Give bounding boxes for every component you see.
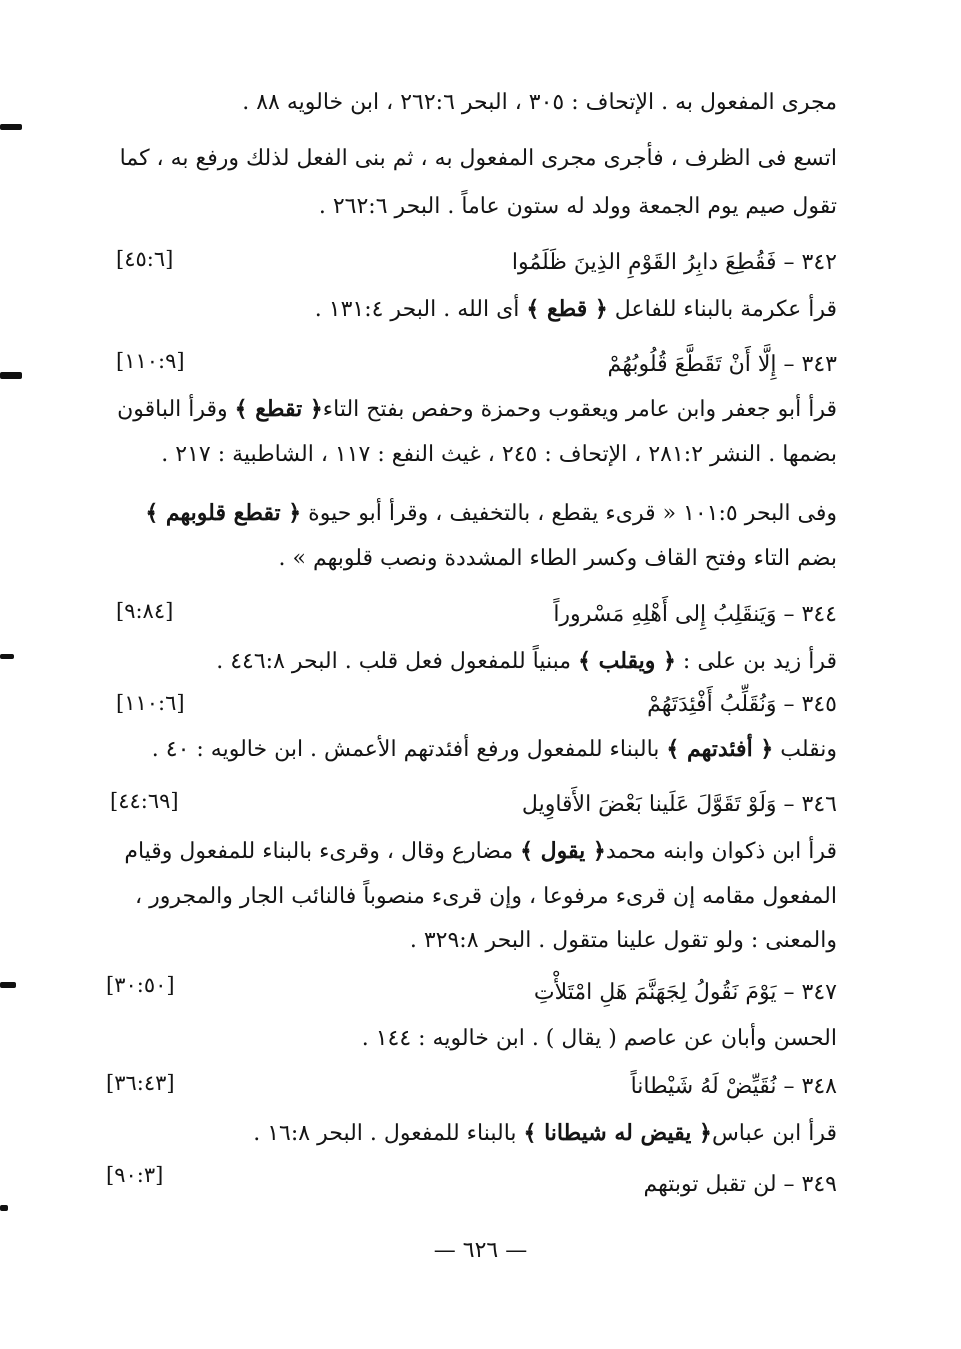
text-fragment: قرأ عكرمة بالبناء للفاعل: [607, 297, 837, 322]
entry-heading: [647, 690, 837, 720]
entry-dash: –: [783, 1074, 795, 1099]
text-fragment: قرأ ابن ذكوان وابنه محمد: [605, 839, 837, 864]
text-fragment: بالبناء للمفعول . البحر ١٦:٨ .: [253, 1121, 524, 1146]
text-fragment: تقول صيم يوم الجمعة وولد له ستون عاماً . البحر ٢٦٢:٦ .: [318, 194, 837, 219]
text-line: [161, 440, 837, 470]
entry-verse: وَلَوْ تَقَوَّلَ عَلَينا بَعْضَ الأَقاوِيل: [521, 792, 777, 817]
text-line: [124, 836, 837, 866]
text-fragment: وقرأ الباقون: [117, 397, 235, 422]
entry-reference: [٣٠:٥٠]: [106, 973, 175, 997]
text-line: [216, 646, 837, 676]
text-fragment: مبنياً للمفعول فعل قلب . البحر ٤٤٦:٨ .: [216, 649, 579, 674]
entry-heading: [553, 600, 837, 630]
entry-reference: [٤٥:٦]: [116, 247, 174, 271]
entry-dash: –: [783, 980, 795, 1005]
quoted-reading: ﴿ تقطع ﴾: [234, 396, 323, 422]
text-fragment: ونقلب: [773, 737, 837, 762]
text-fragment: وفى البحر ١٠١:٥ « قرىء يقطع ، بالتخفيف ، وقرأ أبو حيوة: [301, 501, 837, 526]
text-fragment: بالبناء للمفعول ورفع أفئدتهم الأعمش . ابن خالويه : ٤٠ .: [151, 737, 667, 762]
quoted-reading: ﴿ ويقلب ﴾: [578, 648, 676, 674]
entry-heading: [534, 978, 837, 1008]
text-line: [145, 498, 837, 528]
text-line: [120, 144, 837, 174]
text-line: [362, 1024, 837, 1054]
entry-number: ٣٤٥: [801, 692, 837, 717]
text-line: [279, 544, 837, 574]
text-fragment: مجرى المفعول به . الإتحاف : ٣٠٥ ، البحر ٢٦٢:٦ ، ابن خالويه ٨٨ .: [242, 90, 837, 115]
text-fragment: مضارع وقال ، وقرىء بالبناء للمفعول وقيام: [124, 839, 521, 864]
entry-heading: [522, 790, 837, 820]
entry-verse: نُقَيِّضْ لَهُ شَيْطاناً: [630, 1074, 777, 1099]
text-fragment: والمعنى : ولو تقول علينا متقول . البحر ٣٢٩:٨ .: [409, 928, 837, 953]
margin-mark: [0, 124, 22, 130]
entry-number: ٣٤٧: [801, 980, 837, 1005]
entry-verse: فَقُطِعَ دابِرُ القَوْمِ الذِينَ ظَلَمُوا: [511, 250, 777, 275]
text-line: [315, 294, 837, 324]
margin-mark: [0, 654, 14, 659]
text-fragment: قرأ زيد بن على :: [675, 649, 837, 674]
text-line: [117, 394, 837, 424]
text-line: [253, 1118, 837, 1148]
entry-dash: –: [783, 692, 795, 717]
entry-dash: –: [783, 1172, 795, 1197]
entry-dash: –: [783, 250, 795, 275]
text-fragment: قرأ ابن عباس: [711, 1121, 837, 1146]
entry-heading: [631, 1072, 837, 1102]
entry-number: ٣٤٦: [801, 792, 837, 817]
entry-dash: –: [783, 792, 795, 817]
entry-reference: [٤٤:٦٩]: [110, 789, 179, 813]
entry-verse: وَنُقَلِّبُ أَفْئِدَتَهُمْ: [647, 692, 777, 717]
margin-mark: [0, 1205, 8, 1211]
entry-heading: [644, 1170, 837, 1200]
text-fragment: المفعول مقامه إن قرىء مرفوعا ، وإن قرىء منصوباً فالنائب الجار والمجرور ،: [135, 884, 837, 909]
entry-heading: [608, 350, 837, 380]
text-fragment: الحسن وأبان عن عاصم ( يقال ) . ابن خالويه : ١٤٤ .: [361, 1026, 837, 1051]
entry-number: ٣٤٤: [801, 602, 837, 627]
text-fragment: بضمها . النشر ٢٨١:٢ ، الإتحاف : ٢٤٥ ، غيث النفع : ١١٧ ، الشاطبية : ٢١٧ .: [161, 442, 837, 467]
entry-reference: [١١٠:٦]: [116, 691, 185, 715]
text-fragment: اتسع فى الظرف ، فأجرى مجرى المفعول به ، ثم بنى الفعل لذلك ورفع به ، كما: [119, 146, 837, 171]
entry-reference: [٩:٨٤]: [116, 599, 174, 623]
quoted-reading: ﴿ أفئدتهم ﴾: [666, 736, 774, 762]
entry-verse: لن تقبل توبتهم: [643, 1172, 777, 1197]
margin-mark: [0, 982, 16, 988]
text-line: [319, 192, 837, 222]
text-line: [242, 88, 837, 118]
margin-mark: [0, 372, 22, 379]
quoted-reading: ﴿ تقطع قلوبهم ﴾: [145, 500, 302, 526]
text-fragment: بضم التاء وفتح القاف وكسر الطاء المشددة ونصب قلوبهم » .: [278, 546, 837, 571]
entry-reference: [١١٠:٩]: [116, 349, 185, 373]
entry-dash: –: [783, 352, 795, 377]
entry-verse: وَيَنقَلِبُ إِلى أَهْلِهِ مَسْروراً: [553, 602, 777, 627]
entry-number: ٣٤٢: [801, 250, 837, 275]
text-line: [152, 734, 837, 764]
entry-verse: إِلَّا أَنْ تَقَطَّعَ قُلُوبُهُمْ: [607, 352, 777, 377]
text-fragment: أى الله . البحر ١٣١:٤ .: [314, 297, 527, 322]
entry-heading: [512, 248, 837, 278]
page-number: — ٦٢٦ —: [433, 1238, 528, 1263]
entry-dash: –: [783, 602, 795, 627]
text-line: [410, 926, 837, 956]
entry-number: ٣٤٨: [801, 1074, 837, 1099]
quoted-reading: ﴿ يقول ﴾: [520, 838, 606, 864]
entry-reference: [٣٦:٤٣]: [106, 1071, 175, 1095]
quoted-reading: ﴿ يقيض له شيطانا ﴾: [523, 1120, 712, 1146]
entry-number: ٣٤٣: [801, 352, 837, 377]
entry-number: ٣٤٩: [801, 1172, 837, 1197]
entry-reference: [٩٠:٣]: [106, 1163, 164, 1187]
text-line: [135, 882, 837, 912]
quoted-reading: ﴿ قطع ﴾: [526, 296, 608, 322]
text-fragment: قرأ أبو جعفر وابن عامر ويعقوب وحمزة وحفص بفتح التاء: [322, 397, 837, 422]
entry-verse: يَوْمَ نَقُولُ لِجَهَنَّمَ هَلِ امْتَلأْتِ: [533, 980, 777, 1005]
